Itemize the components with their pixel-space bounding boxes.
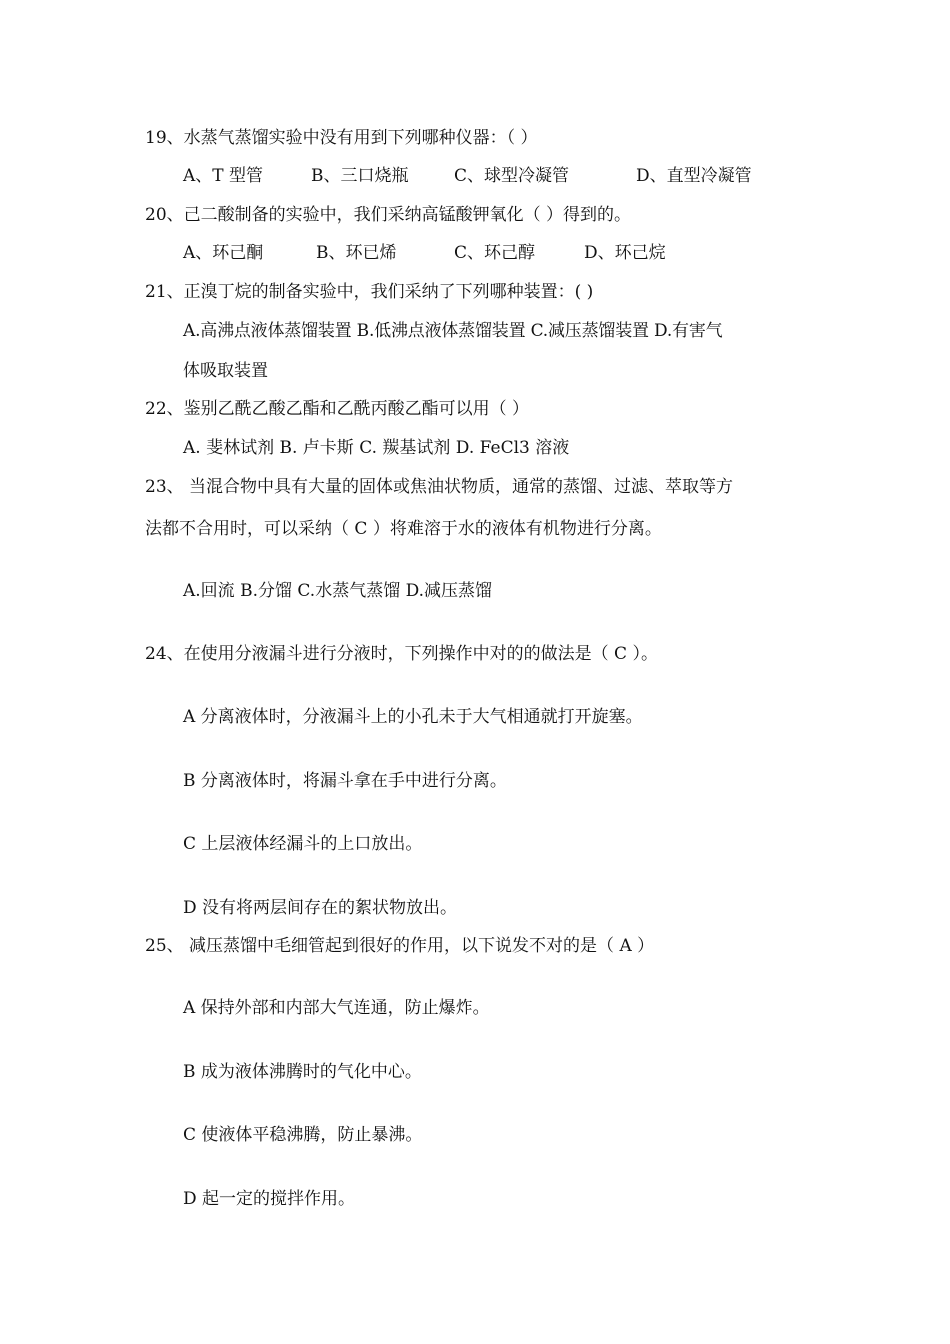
question-19-option-c: C、球型冷凝管: [454, 166, 570, 186]
question-19-stem: 19、水蒸气蒸馏实验中没有用到下列哪种仪器：（ ）: [145, 128, 538, 148]
question-20-option-d: D、环己烷: [584, 243, 666, 263]
question-19-option-d: D、直型冷凝管: [636, 166, 752, 186]
question-24-option-b: B 分离液体时，将漏斗拿在手中进行分离。: [183, 771, 507, 791]
question-23-stem-line2: 法都不合用时，可以采纳（ C ）将难溶于水的液体有机物进行分离。: [145, 519, 662, 539]
question-25-option-a: A 保持外部和内部大气连通，防止爆炸。: [183, 998, 490, 1018]
question-21-options-line1: A.高沸点液体蒸馏装置 B.低沸点液体蒸馏装置 C.减压蒸馏装置 D.有害气: [183, 321, 723, 341]
question-20-option-a: A、环己酮: [183, 243, 264, 263]
question-19-options: [183, 165, 752, 187]
question-24-stem: 24、在使用分液漏斗进行分液时，下列操作中对的的做法是（ C ）。: [145, 644, 658, 664]
question-24-option-a: A 分离液体时，分液漏斗上的小孔未于大气相通就打开旋塞。: [183, 707, 643, 727]
question-21-stem: 21、正溴丁烷的制备实验中，我们采纳了下列哪种装置：( ): [145, 282, 594, 302]
question-25-option-d: D 起一定的搅拌作用。: [183, 1189, 356, 1209]
question-24-option-c: C 上层液体经漏斗的上口放出。: [183, 834, 423, 854]
question-20-options: [183, 242, 666, 264]
question-20-option-c: C、环己醇: [454, 243, 536, 263]
question-19-option-b: B、三口烧瓶: [311, 166, 409, 186]
question-20-stem: 20、己二酸制备的实验中，我们采纳高锰酸钾氧化（ ）得到的。: [145, 205, 632, 225]
question-21-options-line2: 体吸取装置: [183, 361, 268, 381]
question-25-option-c: C 使液体平稳沸腾，防止暴沸。: [183, 1125, 423, 1145]
question-25-stem: 25、 减压蒸馏中毛细管起到很好的作用，以下说发不对的是（ A ）: [145, 936, 655, 956]
question-23-stem-line1: 23、 当混合物中具有大量的固体或焦油状物质，通常的蒸馏、过滤、萃取等方: [145, 477, 734, 497]
question-20-option-b: B、环已烯: [316, 243, 397, 263]
question-25-option-b: B 成为液体沸腾时的气化中心。: [183, 1062, 422, 1082]
question-22-options: A. 斐林试剂 B. 卢卡斯 C. 羰基试剂 D. FeCl3 溶液: [183, 438, 570, 458]
question-23-options: A.回流 B.分馏 C.水蒸气蒸馏 D.减压蒸馏: [183, 581, 493, 601]
question-22-stem: 22、鉴别乙酰乙酸乙酯和乙酰丙酸乙酯可以用（ ）: [145, 399, 530, 419]
question-24-option-d: D 没有将两层间存在的絮状物放出。: [183, 898, 458, 918]
question-19-option-a: A、T 型管: [183, 166, 264, 186]
